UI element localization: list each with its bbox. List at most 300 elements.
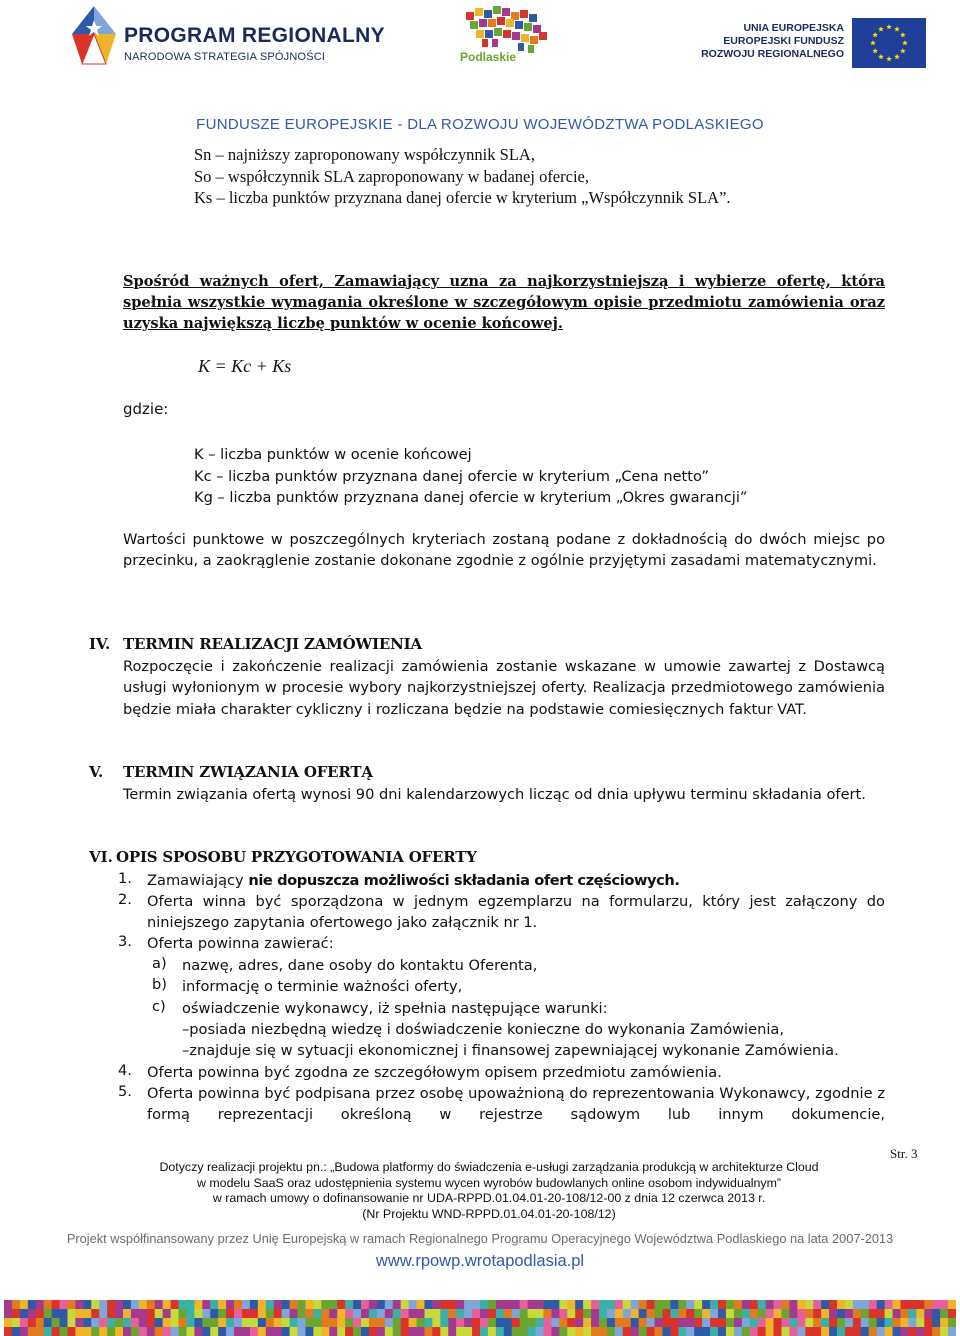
list-item-1-text: Zamawiający [147,872,249,889]
mosaic-cell [440,1318,448,1327]
mosaic-cell [694,1300,702,1309]
mosaic-cell [940,1327,948,1336]
mosaic-cell [305,1309,313,1318]
mosaic-cell [488,1327,496,1336]
mosaic-cell [845,1309,853,1318]
mosaic-cell [607,1300,615,1309]
mosaic-cell [877,1318,885,1327]
mosaic-cell [432,1300,440,1309]
mosaic-cell [813,1309,821,1318]
mosaic-cell [250,1309,258,1318]
mosaic-cell [186,1327,194,1336]
list-item-1 [147,870,885,891]
mosaic-cell [742,1309,750,1318]
mosaic-cell [258,1309,266,1318]
mosaic-cell [940,1309,948,1318]
mosaic-cell [409,1327,417,1336]
sub-item-a: nazwę, adres, dane osoby do kontaktu Oferenta, [182,957,538,974]
mosaic-cell [432,1318,440,1327]
mosaic-cell [377,1327,385,1336]
mosaic-cell [869,1327,877,1336]
mosaic-cell [869,1309,877,1318]
mosaic-cell [908,1300,916,1309]
mosaic-cell [282,1318,290,1327]
mosaic-cell [361,1300,369,1309]
mosaic-cell [36,1318,44,1327]
mosaic-cell [313,1318,321,1327]
mosaic-cell [210,1318,218,1327]
mosaic-cell [385,1309,393,1318]
mosaic-cell [575,1309,583,1318]
mosaic-cell [623,1318,631,1327]
mosaic-cell [20,1309,28,1318]
mosaic-cell [4,1318,12,1327]
mosaic-cell [916,1309,924,1318]
list-item-number: 2. [118,891,132,908]
mosaic-cell [67,1309,75,1318]
mosaic-cell [147,1327,155,1336]
sub-item-letter: a) [152,955,167,972]
mosaic-cell [805,1327,813,1336]
mosaic-cell [393,1318,401,1327]
mosaic-cell [20,1318,28,1327]
definition-kc: Kc – liczba punktów przyznana danej ofercie w kryterium „Cena netto” [194,467,709,485]
mosaic-cell [472,1309,480,1318]
mosaic-cell [12,1309,20,1318]
mosaic-cell [774,1309,782,1318]
definition-ks: Ks – liczba punktów przyznana danej ofercie w kryterium „Współczynnik SLA”. [194,188,731,207]
mosaic-cell [329,1309,337,1318]
mosaic-cell [512,1300,520,1309]
mosaic-cell [401,1318,409,1327]
mosaic-cell [766,1309,774,1318]
mosaic-cell [99,1309,107,1318]
mosaic-cell [758,1318,766,1327]
mosaic-cell [805,1309,813,1318]
mosaic-cell [853,1318,861,1327]
selection-paragraph: Spośród ważnych ofert, Zamawiający uzna za najkorzystniejszą i wybierze ofertę, która spełnia wszystkie wymagania określone w szczegółowym opisie przedmiotu zamówienia oraz uzyska największą liczbę punktów w ocenie końcowej. [123,273,885,332]
mosaic-cell [75,1300,83,1309]
mosaic-cell [28,1327,36,1336]
mosaic-cell [337,1300,345,1309]
mosaic-cell [107,1309,115,1318]
mosaic-cell [12,1318,20,1327]
section-iv-body: Rozpoczęcie i zakończenie realizacji zamówienia zostanie wskazane w umowie zawartej z Dostawcą usługi wyłonionym w procesie wybory najkorzystniejszej oferty. Realizacja przedmiotowego zamówienia będzie miała charakter cykliczny i rozliczana będzie na podstawie comiesięcznych faktur VAT. [123,658,885,718]
mosaic-cell [797,1309,805,1318]
mosaic-cell [908,1327,916,1336]
mosaic-cell [353,1300,361,1309]
mosaic-cell [726,1327,734,1336]
list-item-3: Oferta powinna zawierać: [147,935,334,952]
mosaic-cell [583,1318,591,1327]
mosaic-cell [298,1318,306,1327]
mosaic-cell [163,1300,171,1309]
list-item-number: 4. [118,1062,132,1079]
mosaic-cell [456,1300,464,1309]
mosaic-cell [440,1309,448,1318]
mosaic-cell [91,1309,99,1318]
eu-label-line1: UNIA EUROPEJSKA [743,22,844,34]
list-item-5: Oferta powinna być podpisana przez osobę upoważnioną do reprezentowania Wykonawcy, zgodnie z formą reprezentacji określoną w rejestrze sądowym lub innym dokumencie, [147,1085,885,1124]
mosaic-cell [464,1327,472,1336]
mosaic-cell [789,1309,797,1318]
mosaic-cell [234,1309,242,1318]
mosaic-cell [226,1300,234,1309]
list-item-2: Oferta winna być sporządzona w jednym egzemplarzu na formularzu, który jest załączony do niniejszego zapytania ofertowego jako załącznik nr 1. [147,893,885,932]
mosaic-cell [893,1327,901,1336]
mosaic-cell [948,1327,956,1336]
section-v-body: Termin związania ofertą wynosi 90 dni kalendarzowych licząc od dnia upływu terminu składania ofert. [123,786,866,803]
mosaic-cell [591,1309,599,1318]
mosaic-cell [91,1300,99,1309]
mosaic-cell [210,1309,218,1318]
mosaic-cell [551,1309,559,1318]
mosaic-cell [393,1327,401,1336]
mosaic-cell [234,1318,242,1327]
mosaic-cell [266,1318,274,1327]
mosaic-cell [853,1327,861,1336]
mosaic-cell [758,1327,766,1336]
mosaic-cell [599,1309,607,1318]
mosaic-cell [155,1309,163,1318]
score-formula: K = Kc + Ks [198,356,292,376]
mosaic-cell [226,1327,234,1336]
mosaic-cell [44,1318,52,1327]
mosaic-cell [750,1300,758,1309]
mosaic-cell [750,1318,758,1327]
mosaic-cell [551,1327,559,1336]
mosaic-cell [36,1309,44,1318]
mosaic-cell [345,1327,353,1336]
mosaic-cell [417,1309,425,1318]
mosaic-cell [337,1318,345,1327]
mosaic-cell [813,1318,821,1327]
mosaic-cell [837,1318,845,1327]
mosaic-cell [520,1318,528,1327]
mosaic-cell [210,1327,218,1336]
mosaic-cell [155,1318,163,1327]
mosaic-cell [28,1309,36,1318]
mosaic-cell [274,1327,282,1336]
mosaic-cell [218,1309,226,1318]
mosaic-cell [242,1318,250,1327]
mosaic-cell [694,1309,702,1318]
mosaic-cell [432,1309,440,1318]
mosaic-cell [948,1318,956,1327]
mosaic-cell [829,1300,837,1309]
mosaic-cell [940,1318,948,1327]
mosaic-cell [99,1300,107,1309]
mosaic-cell [274,1318,282,1327]
mosaic-cell [321,1327,329,1336]
mosaic-cell [131,1318,139,1327]
sla-definitions [194,144,731,209]
mosaic-cell [67,1318,75,1327]
mosaic-cell [734,1300,742,1309]
mosaic-cell [472,1300,480,1309]
eu-label-line3: ROZWOJU REGIONALNEGO [701,48,844,60]
mosaic-cell [821,1300,829,1309]
eu-label-line2: EUROPEJSKI FUNDUSZ [723,35,844,47]
mosaic-cell [194,1309,202,1318]
mosaic-cell [631,1318,639,1327]
program-subtitle: NARODOWA STRATEGIA SPÓJNOŚCI [124,51,326,63]
mosaic-cell [512,1327,520,1336]
mosaic-cell [123,1309,131,1318]
mosaic-cell [440,1327,448,1336]
section-iv-number: IV. [89,635,111,653]
mosaic-cell [60,1300,68,1309]
mosaic-cell [107,1327,115,1336]
mosaic-cell [226,1309,234,1318]
mosaic-cell [845,1318,853,1327]
mosaic-cell [607,1309,615,1318]
mosaic-cell [940,1300,948,1309]
mosaic-cell [655,1318,663,1327]
mosaic-cell [861,1309,869,1318]
mosaic-cell [726,1309,734,1318]
mosaic-cell [639,1309,647,1318]
mosaic-cell [718,1300,726,1309]
mosaic-cell [837,1309,845,1318]
mosaic-cell [924,1327,932,1336]
mosaic-cell [885,1300,893,1309]
mosaic-cell [480,1327,488,1336]
mosaic-cell [829,1309,837,1318]
mosaic-cell [567,1327,575,1336]
mosaic-cell [337,1309,345,1318]
sub-item-c: oświadczenie wykonawcy, iż spełnia następujące warunki: [182,1000,608,1017]
mosaic-cell [298,1327,306,1336]
mosaic-cell [361,1318,369,1327]
mosaic-cell [464,1318,472,1327]
mosaic-cell [20,1300,28,1309]
page-number: Str. 3 [890,1146,918,1161]
website-link[interactable]: www.rpowp.wrotapodlasia.pl [375,1252,585,1270]
mosaic-cell [543,1318,551,1327]
program-title: PROGRAM REGIONALNY [124,24,385,47]
mosaic-cell [932,1327,940,1336]
mosaic-cell [932,1300,940,1309]
mosaic-cell [623,1300,631,1309]
mosaic-cell [186,1309,194,1318]
mosaic-cell [758,1300,766,1309]
mosaic-cell [448,1309,456,1318]
mosaic-cell [171,1327,179,1336]
mosaic-cell [321,1309,329,1318]
mosaic-cell [4,1327,12,1336]
mosaic-cell [631,1300,639,1309]
rounding-paragraph: Wartości punktowe w poszczególnych kryteriach zostaną podane z dokładnością do dwóch miejsc po przecinku, a zaokrąglenie zostanie dokonane zgodnie z ogólnie przyjętymi zasadami matematycznymi. [123,531,885,570]
mosaic-cell [123,1300,131,1309]
mosaic-cell [36,1300,44,1309]
mosaic-cell [536,1300,544,1309]
mosaic-cell [678,1309,686,1318]
mosaic-cell [139,1327,147,1336]
list-item-number: 3. [118,933,132,950]
mosaic-cell [147,1300,155,1309]
mosaic-cell [456,1309,464,1318]
mosaic-cell [202,1300,210,1309]
mosaic-cell [591,1318,599,1327]
definition-kg: Kg – liczba punktów przyznana danej ofercie w kryterium „Okres gwarancji” [194,489,748,506]
mosaic-cell [496,1327,504,1336]
mosaic-cell [702,1300,710,1309]
mosaic-cell [107,1300,115,1309]
mosaic-cell [583,1309,591,1318]
mosaic-cell [155,1300,163,1309]
mosaic-cell [75,1327,83,1336]
mosaic-cell [377,1300,385,1309]
mosaic-cell [639,1327,647,1336]
mosaic-cell [361,1327,369,1336]
mosaic-cell [488,1309,496,1318]
mosaic-cell [734,1318,742,1327]
mosaic-cell [258,1318,266,1327]
mosaic-cell [75,1318,83,1327]
mosaic-cell [385,1318,393,1327]
mosaic-cell [718,1327,726,1336]
mosaic-cell [60,1309,68,1318]
mosaic-cell [774,1327,782,1336]
definition-sn: Sn – najniższy zaproponowany współczynnik SLA, [194,145,535,164]
project-note-line: w ramach umowy o dofinansowanie nr UDA-RPPD.01.04.01-20-108/12-00 z dnia 12 czerwca 2013 r. [212,1191,766,1206]
mosaic-cell [520,1327,528,1336]
mosaic-cell [893,1300,901,1309]
mosaic-cell [885,1309,893,1318]
mosaic-cell [218,1300,226,1309]
mosaic-cell [750,1327,758,1336]
mosaic-cell [155,1327,163,1336]
mosaic-cell [655,1300,663,1309]
mosaic-cell [274,1309,282,1318]
mosaic-cell [321,1318,329,1327]
sub-item-letter: b) [152,976,167,993]
mosaic-cell [218,1327,226,1336]
mosaic-cell [805,1318,813,1327]
mosaic-cell [623,1327,631,1336]
mosaic-cell [877,1300,885,1309]
mosaic-cell [52,1300,60,1309]
mosaic-cell [789,1327,797,1336]
mosaic-cell [139,1300,147,1309]
mosaic-cell [432,1327,440,1336]
mosaic-cell [171,1309,179,1318]
mosaic-cell [758,1309,766,1318]
mosaic-cell [171,1318,179,1327]
project-note-line: (Nr Projektu WND-RPPD.01.04.01-20-108/12) [362,1206,616,1221]
list-item-number: 5. [118,1083,132,1100]
mosaic-cell [893,1318,901,1327]
mosaic-cell [702,1309,710,1318]
mosaic-cell [163,1327,171,1336]
mosaic-cell [337,1327,345,1336]
mosaic-cell [797,1300,805,1309]
list-item-1-emphasis: nie dopuszcza możliwości składania ofert częściowych. [248,872,680,889]
mosaic-cell [115,1318,123,1327]
mosaic-cell [480,1318,488,1327]
mosaic-cell [234,1300,242,1309]
mosaic-cell [647,1318,655,1327]
mosaic-cell [290,1300,298,1309]
mosaic-cell [282,1309,290,1318]
section-iv-title: TERMIN REALIZACJI ZAMÓWIENIA [123,635,422,653]
mosaic-cell [559,1309,567,1318]
mosaic-cell [107,1318,115,1327]
mosaic-cell [83,1300,91,1309]
mosaic-cell [821,1318,829,1327]
mosaic-cell [869,1300,877,1309]
mosaic-cell [313,1300,321,1309]
mosaic-cell [369,1309,377,1318]
mosaic-cell [266,1327,274,1336]
section-vi-title: OPIS SPOSOBU PRZYGOTOWANIA OFERTY [116,848,477,866]
mosaic-cell [44,1327,52,1336]
cofinancing-note: Projekt współfinansowany przez Unię Europejską w ramach Regionalnego Programu Operacyjnego Województwa Podlaskiego na lata 2007-2013 [66,1231,894,1246]
mosaic-cell [313,1327,321,1336]
mosaic-cell [662,1318,670,1327]
region-label: Podlaskie [460,50,517,64]
mosaic-cell [781,1300,789,1309]
mosaic-cell [179,1327,187,1336]
mosaic-cell [258,1327,266,1336]
mosaic-cell [583,1300,591,1309]
mosaic-cell [83,1327,91,1336]
mosaic-cell [869,1318,877,1327]
project-note-line: w modelu SaaS oraz udostępnienia systemu wycen wyrobów budowlanych online osobom indywidualnym” [196,1175,782,1190]
mosaic-cell [194,1300,202,1309]
mosaic-cell [789,1318,797,1327]
mosaic-cell [916,1327,924,1336]
mosaic-cell [115,1327,123,1336]
mosaic-cell [504,1327,512,1336]
mosaic-cell [298,1309,306,1318]
mosaic-cell [774,1318,782,1327]
mosaic-cell [75,1309,83,1318]
mosaic-cell [393,1309,401,1318]
mosaic-cell [488,1300,496,1309]
mosaic-cell [718,1309,726,1318]
mosaic-cell [4,1300,12,1309]
mosaic-cell [543,1309,551,1318]
mosaic-cell [567,1318,575,1327]
mosaic-cell [686,1300,694,1309]
mosaic-cell [20,1327,28,1336]
mosaic-cell [329,1327,337,1336]
mosaic-cell [710,1300,718,1309]
mosaic-cell [4,1309,12,1318]
mosaic-cell [377,1309,385,1318]
mosaic-cell [424,1327,432,1336]
mosaic-cell [575,1327,583,1336]
mosaic-cell [908,1309,916,1318]
mosaic-cell [528,1327,536,1336]
mosaic-cell [313,1309,321,1318]
mosaic-cell [242,1300,250,1309]
mosaic-cell [472,1318,480,1327]
mosaic-cell [900,1318,908,1327]
mosaic-cell [115,1300,123,1309]
mosaic-cell [726,1300,734,1309]
mosaic-cell [670,1318,678,1327]
mosaic-cell [409,1309,417,1318]
mosaic-cell [647,1309,655,1318]
mosaic-cell [329,1318,337,1327]
mosaic-cell [401,1309,409,1318]
mosaic-cell [670,1309,678,1318]
mosaic-cell [845,1327,853,1336]
mosaic-cell [504,1300,512,1309]
